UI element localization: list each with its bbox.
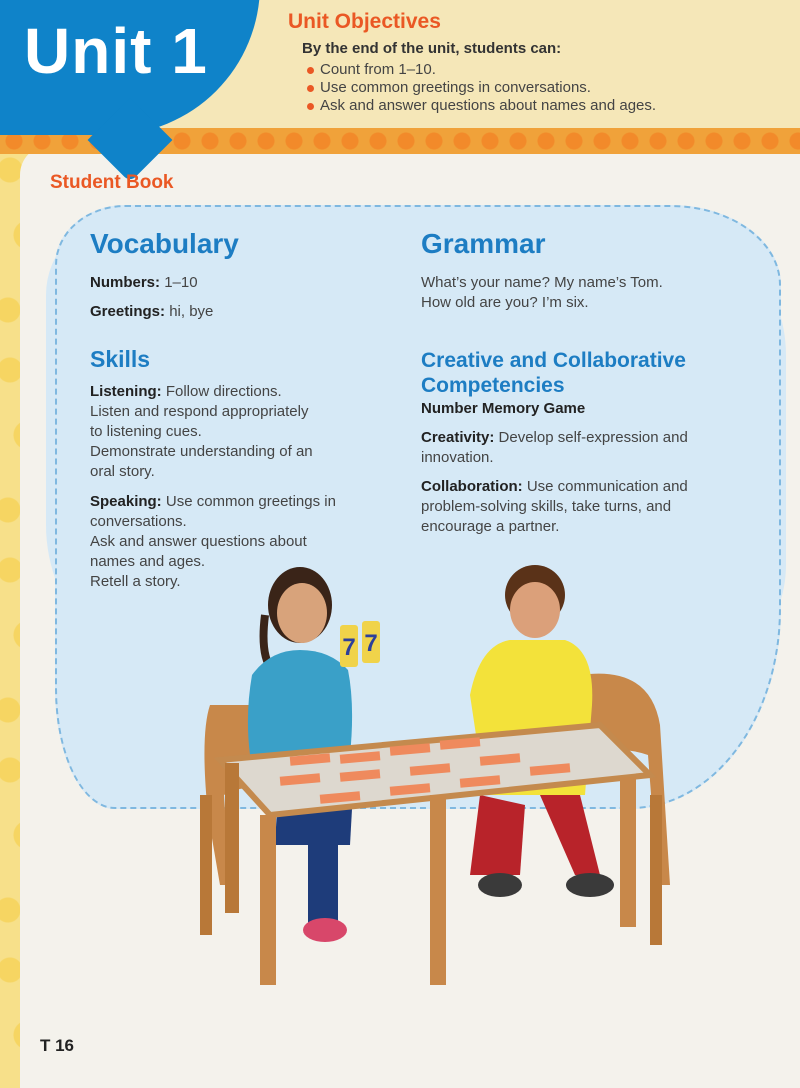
creative-heading-line: Competencies: [421, 374, 565, 397]
page-number: T 16: [40, 1036, 75, 1055]
speaking-line: Ask and answer questions about: [90, 533, 307, 550]
skills-speaking-first-line: [90, 492, 336, 512]
collaboration-first-line: [421, 477, 688, 497]
vocabulary-numbers-label: Numbers:: [90, 274, 161, 291]
unit-objectives: [288, 10, 656, 115]
grammar-examples: [421, 273, 663, 313]
skills-listening-first-line: [90, 382, 313, 402]
objective-item: Ask and answer questions about names and ages.: [320, 97, 657, 114]
creativity-first-line: [421, 428, 688, 448]
speaking-line: conversations.: [90, 513, 187, 530]
collaboration-label: Collaboration:: [421, 478, 523, 495]
vocabulary-heading: Vocabulary: [90, 228, 239, 259]
children-playing-illustration: [180, 555, 700, 1005]
creativity-line: innovation.: [421, 449, 494, 466]
card-number: 7: [342, 634, 356, 661]
listening-line: oral story.: [90, 463, 155, 480]
creativity-line: Develop self-expression and: [498, 429, 688, 446]
grammar-line: How old are you? I’m six.: [421, 294, 589, 311]
card-number: 7: [364, 630, 378, 657]
objectives-title: Unit Objectives: [288, 10, 441, 33]
listening-line: to listening cues.: [90, 423, 202, 440]
skills-heading: Skills: [90, 346, 151, 372]
vocabulary-numbers-text: 1–10: [164, 274, 198, 291]
creative-activity: Number Memory Game: [421, 400, 586, 417]
speaking-line: Retell a story.: [90, 573, 181, 590]
speaking-line: Use common greetings in: [165, 493, 336, 510]
listening-line: Listen and respond appropriately: [90, 403, 309, 420]
grammar-line: What’s your name? My name’s Tom.: [421, 274, 663, 291]
student-book-label: Student Book: [50, 172, 174, 193]
objectives-lead: By the end of the unit, students can:: [302, 40, 562, 57]
collaboration-text: [421, 477, 688, 537]
vocabulary-greetings: [90, 302, 213, 322]
collaboration-line: encourage a partner.: [421, 518, 560, 535]
creativity-label: Creativity:: [421, 429, 495, 446]
listening-line: Follow directions.: [165, 383, 282, 400]
vocabulary-greetings-label: Greetings:: [90, 303, 166, 320]
unit-title: Unit 1: [24, 15, 208, 87]
objectives-list: [288, 61, 656, 114]
creative-heading: [421, 348, 686, 398]
objective-item: Use common greetings in conversations.: [320, 79, 656, 96]
objective-item: Count from 1–10.: [320, 61, 656, 78]
collaboration-line: Use communication and: [526, 478, 688, 495]
speaking-line: names and ages.: [90, 553, 206, 570]
skills-listening: [90, 382, 313, 482]
speaking-label: Speaking:: [90, 493, 162, 510]
creativity-text: [421, 428, 688, 468]
grammar-heading: Grammar: [421, 228, 546, 259]
vocabulary-greetings-text: hi, bye: [169, 303, 214, 320]
vocabulary-numbers: [90, 273, 198, 293]
collaboration-line: problem-solving skills, take turns, and: [421, 498, 672, 515]
creative-heading-line: Creative and Collaborative: [421, 349, 686, 372]
listening-label: Listening:: [90, 383, 162, 400]
listening-line: Demonstrate understanding of an: [90, 443, 313, 460]
